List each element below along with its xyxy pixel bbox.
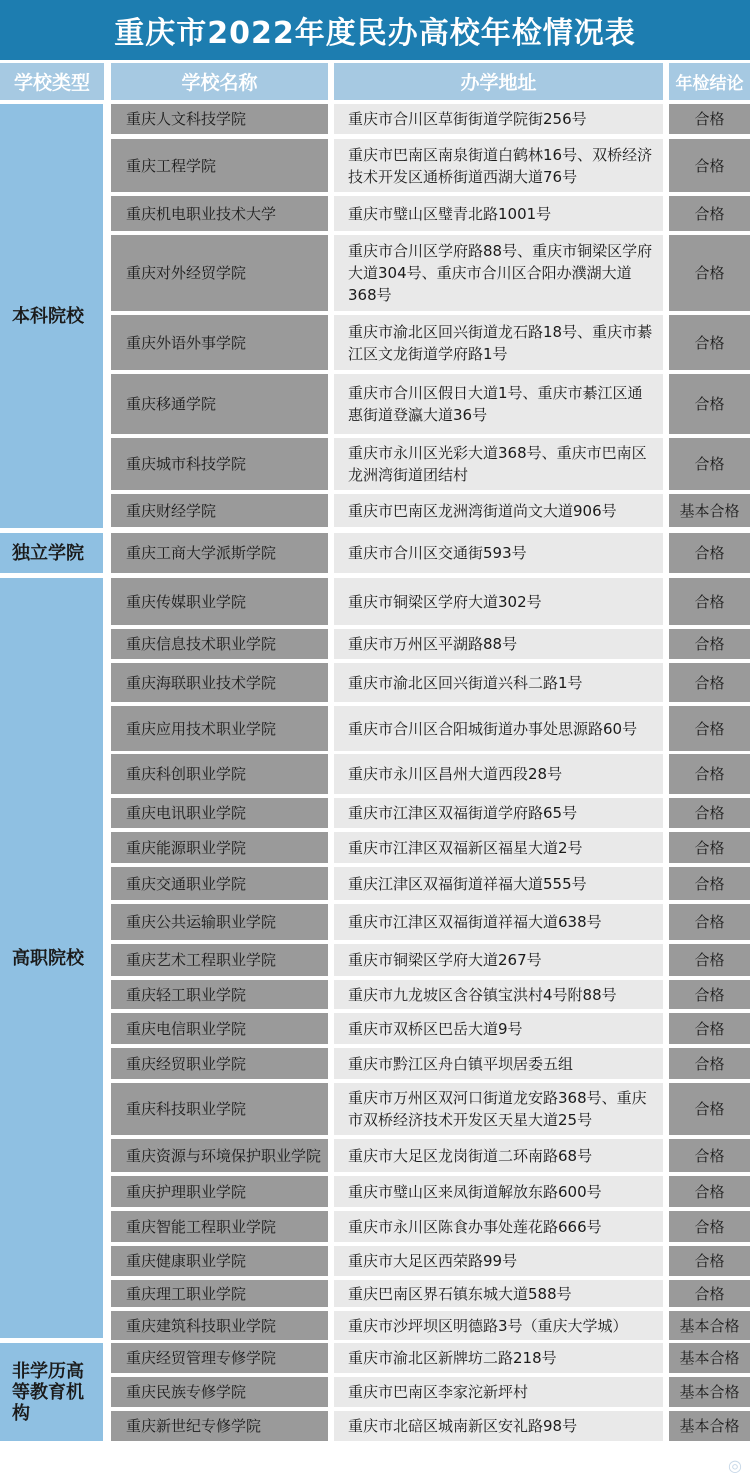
inspection-result: 合格 [669, 663, 750, 702]
inspection-result: 基本合格 [669, 1311, 750, 1340]
school-address: 重庆市黔江区舟白镇平坝居委五组 [334, 1048, 663, 1079]
school-name: 重庆健康职业学院 [111, 1246, 328, 1276]
school-name: 重庆财经学院 [111, 494, 328, 527]
inspection-result: 合格 [669, 754, 750, 794]
school-name: 重庆机电职业技术大学 [111, 196, 328, 231]
inspection-result: 合格 [669, 104, 750, 134]
school-address: 重庆市永川区陈食办事处莲花路666号 [334, 1211, 663, 1242]
school-name: 重庆对外经贸学院 [111, 235, 328, 311]
school-address: 重庆市渝北区回兴街道兴科二路1号 [334, 663, 663, 702]
school-name: 重庆艺术工程职业学院 [111, 944, 328, 976]
school-name: 重庆公共运输职业学院 [111, 904, 328, 940]
inspection-result: 基本合格 [669, 1343, 750, 1373]
inspection-result: 基本合格 [669, 1377, 750, 1407]
category-undergraduate: 本科院校 [0, 104, 103, 528]
school-name: 重庆经贸管理专修学院 [111, 1343, 328, 1373]
inspection-result: 合格 [669, 438, 750, 490]
school-address: 重庆市巴南区李家沱新坪村 [334, 1377, 663, 1407]
school-address: 重庆市九龙坡区含谷镇宝洪村4号附88号 [334, 980, 663, 1009]
inspection-result: 合格 [669, 1083, 750, 1135]
inspection-result: 合格 [669, 867, 750, 900]
school-address: 重庆市合川区学府路88号、重庆市铜梁区学府大道304号、重庆市合川区合阳办濮湖大道368号 [334, 235, 663, 311]
school-address: 重庆巴南区界石镇东城大道588号 [334, 1280, 663, 1307]
school-name: 重庆护理职业学院 [111, 1176, 328, 1207]
school-address: 重庆市璧山区来凤街道解放东路600号 [334, 1176, 663, 1207]
inspection-result: 合格 [669, 944, 750, 976]
school-address: 重庆市北碚区城南新区安礼路98号 [334, 1411, 663, 1441]
school-address: 重庆江津区双福街道祥福大道555号 [334, 867, 663, 900]
header-result: 年检结论 [669, 63, 750, 100]
school-name: 重庆电信职业学院 [111, 1013, 328, 1044]
school-address: 重庆市璧山区璧青北路1001号 [334, 196, 663, 231]
school-name: 重庆资源与环境保护职业学院 [111, 1139, 328, 1172]
school-address: 重庆市巴南区南泉街道白鹤林16号、双桥经济技术开发区通桥街道西湖大道76号 [334, 139, 663, 192]
school-address: 重庆市永川区光彩大道368号、重庆市巴南区龙洲湾街道团结村 [334, 438, 663, 490]
inspection-result: 合格 [669, 139, 750, 192]
inspection-result: 合格 [669, 374, 750, 434]
school-name: 重庆交通职业学院 [111, 867, 328, 900]
inspection-result: 合格 [669, 904, 750, 940]
inspection-result: 合格 [669, 1013, 750, 1044]
inspection-result: 基本合格 [669, 1411, 750, 1441]
school-name: 重庆应用技术职业学院 [111, 706, 328, 751]
inspection-result: 合格 [669, 196, 750, 231]
school-name: 重庆建筑科技职业学院 [111, 1311, 328, 1340]
inspection-result: 合格 [669, 315, 750, 370]
school-address: 重庆市大足区龙岗街道二环南路68号 [334, 1139, 663, 1172]
inspection-result: 合格 [669, 706, 750, 751]
category-non-degree: 非学历高等教育机构 [0, 1343, 103, 1441]
school-name: 重庆理工职业学院 [111, 1280, 328, 1307]
inspection-result: 合格 [669, 1176, 750, 1207]
school-address: 重庆市万州区平湖路88号 [334, 629, 663, 659]
school-address: 重庆市巴南区龙洲湾街道尚文大道906号 [334, 494, 663, 527]
school-name: 重庆科创职业学院 [111, 754, 328, 794]
school-address: 重庆市江津区双福街道学府路65号 [334, 798, 663, 828]
inspection-result: 合格 [669, 1139, 750, 1172]
inspection-result: 合格 [669, 798, 750, 828]
header-address: 办学地址 [334, 63, 663, 100]
school-address: 重庆市江津区双福新区福星大道2号 [334, 832, 663, 863]
inspection-result: 合格 [669, 1211, 750, 1242]
school-name: 重庆信息技术职业学院 [111, 629, 328, 659]
inspection-result: 合格 [669, 1048, 750, 1079]
school-name: 重庆工程学院 [111, 139, 328, 192]
school-name: 重庆工商大学派斯学院 [111, 533, 328, 573]
inspection-result: 合格 [669, 832, 750, 863]
school-address: 重庆市渝北区新牌坊二路218号 [334, 1343, 663, 1373]
school-name: 重庆电讯职业学院 [111, 798, 328, 828]
school-name: 重庆轻工职业学院 [111, 980, 328, 1009]
inspection-result: 合格 [669, 533, 750, 573]
school-address: 重庆市合川区草街街道学院街256号 [334, 104, 663, 134]
school-address: 重庆市江津区双福街道祥福大道638号 [334, 904, 663, 940]
school-name: 重庆科技职业学院 [111, 1083, 328, 1135]
header-name: 学校名称 [111, 63, 328, 100]
category-independent: 独立学院 [0, 533, 103, 573]
school-name: 重庆海联职业技术学院 [111, 663, 328, 702]
school-address: 重庆市合川区假日大道1号、重庆市綦江区通惠街道登瀛大道36号 [334, 374, 663, 434]
school-address: 重庆市合川区交通街593号 [334, 533, 663, 573]
inspection-result: 合格 [669, 578, 750, 625]
school-address: 重庆市永川区昌州大道西段28号 [334, 754, 663, 794]
school-name: 重庆能源职业学院 [111, 832, 328, 863]
school-name: 重庆新世纪专修学院 [111, 1411, 328, 1441]
school-name: 重庆人文科技学院 [111, 104, 328, 134]
school-address: 重庆市双桥区巴岳大道9号 [334, 1013, 663, 1044]
school-address: 重庆市大足区西荣路99号 [334, 1246, 663, 1276]
inspection-result: 合格 [669, 1280, 750, 1307]
school-name: 重庆外语外事学院 [111, 315, 328, 370]
inspection-result: 基本合格 [669, 494, 750, 527]
school-name: 重庆移通学院 [111, 374, 328, 434]
school-name: 重庆民族专修学院 [111, 1377, 328, 1407]
inspection-result: 合格 [669, 235, 750, 311]
school-address: 重庆市铜梁区学府大道302号 [334, 578, 663, 625]
school-address: 重庆市沙坪坝区明德路3号（重庆大学城） [334, 1311, 663, 1340]
header-type: 学校类型 [0, 63, 104, 100]
school-address: 重庆市万州区双河口街道龙安路368号、重庆市双桥经济技术开发区天星大道25号 [334, 1083, 663, 1135]
inspection-result: 合格 [669, 980, 750, 1009]
inspection-result: 合格 [669, 629, 750, 659]
school-name: 重庆传媒职业学院 [111, 578, 328, 625]
school-name: 重庆智能工程职业学院 [111, 1211, 328, 1242]
school-address: 重庆市铜梁区学府大道267号 [334, 944, 663, 976]
inspection-result: 合格 [669, 1246, 750, 1276]
school-address: 重庆市渝北区回兴街道龙石路18号、重庆市綦江区文龙街道学府路1号 [334, 315, 663, 370]
watermark-mark: ◎ [728, 1456, 742, 1475]
school-address: 重庆市合川区合阳城街道办事处思源路60号 [334, 706, 663, 751]
school-name: 重庆经贸职业学院 [111, 1048, 328, 1079]
category-vocational: 高职院校 [0, 578, 103, 1338]
school-name: 重庆城市科技学院 [111, 438, 328, 490]
page-title: 重庆市2022年度民办高校年检情况表 [0, 0, 750, 60]
